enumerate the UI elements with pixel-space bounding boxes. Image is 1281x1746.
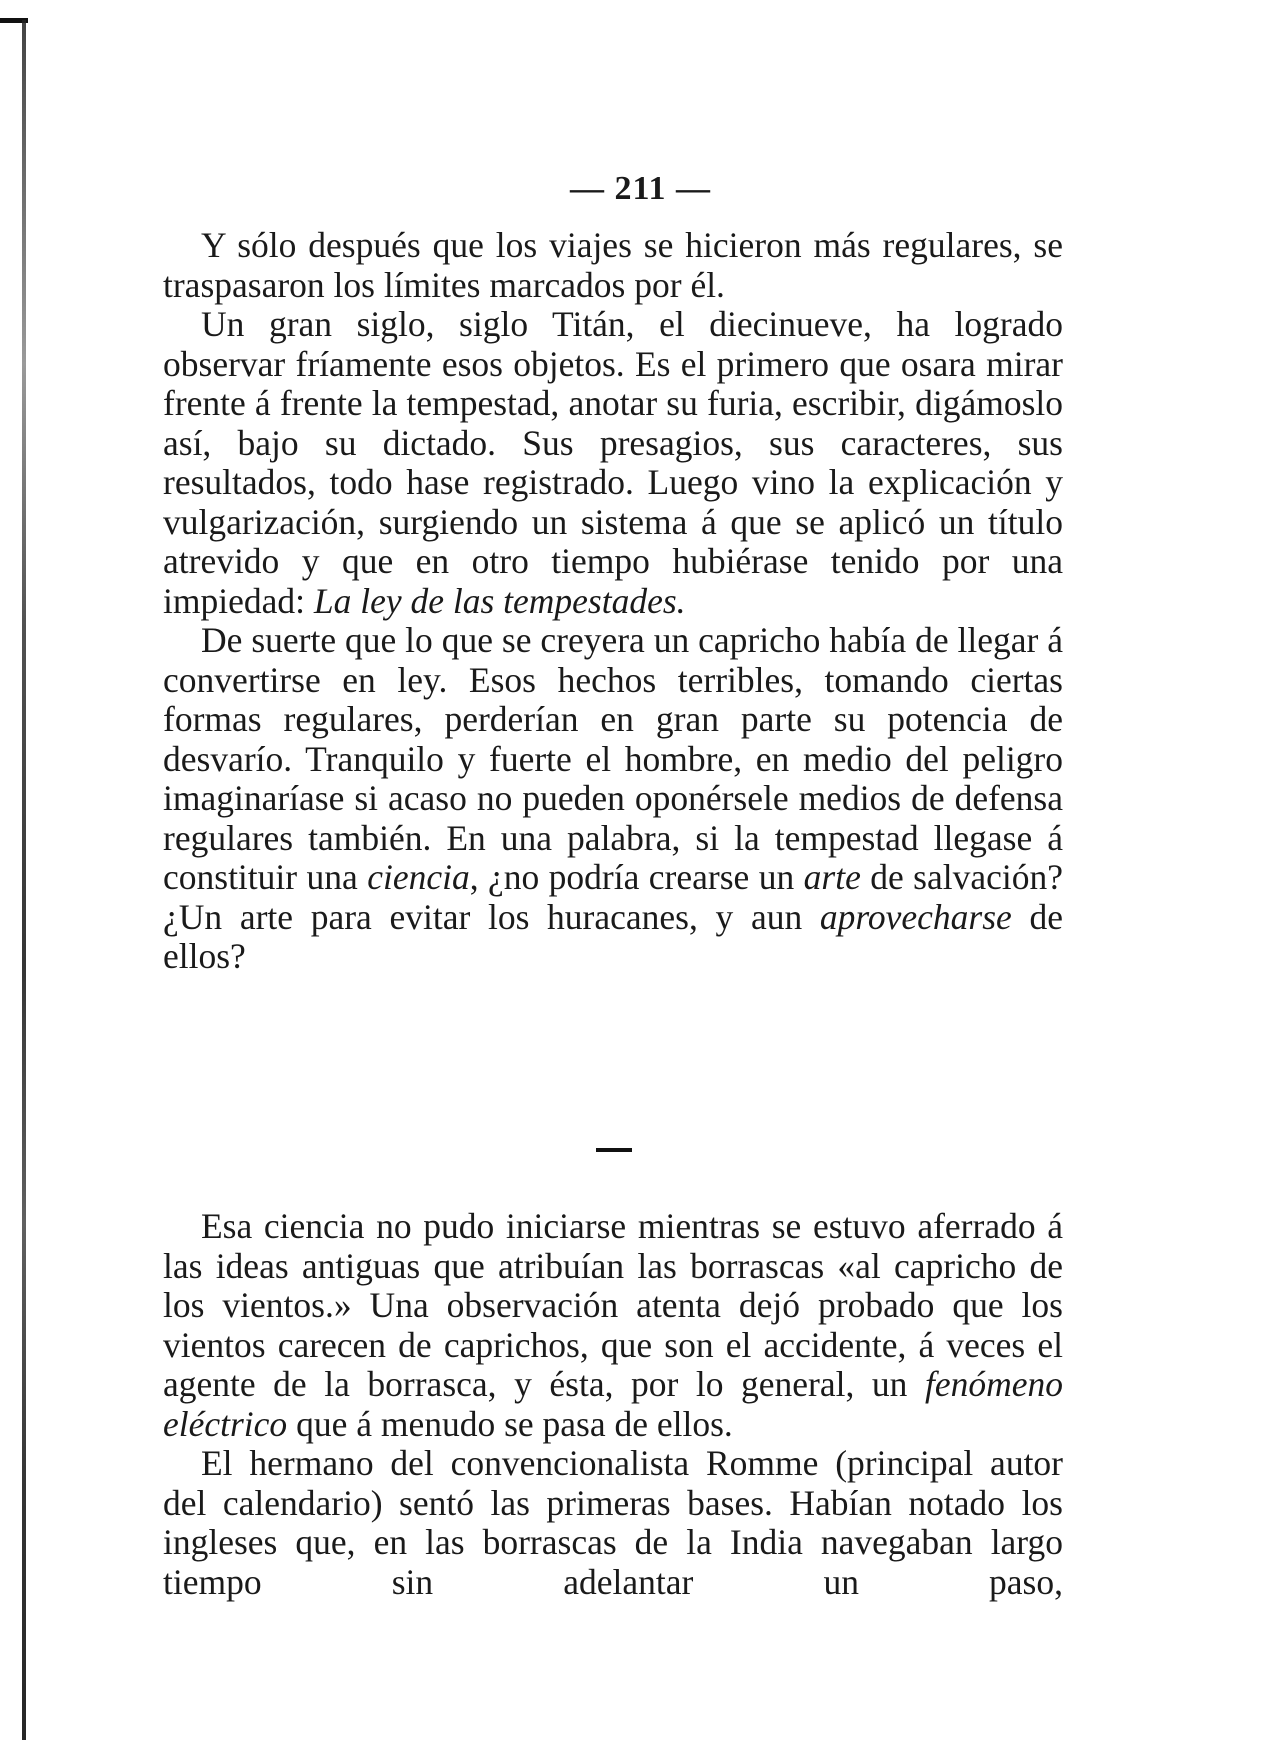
section-break-dash <box>596 1148 632 1152</box>
paragraph-3-text-b: , ¿no podría crearse un <box>469 857 804 897</box>
paragraph-3-italic-arte: arte <box>803 857 861 897</box>
paragraph-4-italic: fenómeno eléctrico <box>163 1364 1063 1444</box>
text-block-top <box>163 226 1063 977</box>
paragraph-3-text-c: de salvación? ¿Un arte para evitar los huracanes, y aun <box>163 857 1063 937</box>
paragraph-2-italic: La ley de las tempestades. <box>313 580 686 621</box>
page-number: — 211 — <box>569 170 712 207</box>
book-binding-edge <box>0 0 48 1746</box>
paragraph-3-text-d: de ellos? <box>163 896 1063 976</box>
paragraph-4 <box>163 1207 1063 1444</box>
paragraph-3-text-a: De suerte que lo que se creyera un capricho había de llegar á convertirse en ley. Esos hechos terribles, tomando ciertas formas regulares, perderían en gran parte su potencia de desvarío. Tranquilo y fuerte el hombre, en medio del peligro imaginaríase si acaso no pueden oponérsele medios de defensa regulares también. En una palabra, si la tempestad llegase á constituir una <box>163 620 1063 897</box>
paragraph-2-text: Un gran siglo, siglo Titán, el diecinueve, ha logrado observar fríamente esos objetos. Es el primero que osara mirar frente á frente la tempestad, anotar su furia, escribir, digámoslo así, bajo su dictado. Sus presagios, sus caracteres, sus resultados, todo hase registrado. Luego vino la explicación y vulgarización, surgiendo un sistema á que se aplicó un título atrevido y que en otro tiempo hubiérase tenido por una impiedad: <box>163 304 1063 621</box>
paragraph-1: Y sólo después que los viajes se hicieron más regulares, se traspasaron los límites marcados por él. <box>163 225 1063 305</box>
paragraph-2 <box>163 305 1063 621</box>
paragraph-4-text-b: que á menudo se pasa de ellos. <box>287 1403 733 1444</box>
paragraph-4-text-a: Esa ciencia no pudo iniciarse mientras se estuvo aferrado á las ideas antiguas que atribuían las borrascas «al capricho de los vientos.» Una observación atenta dejó probado que los vientos carecen de caprichos, que son el accidente, á veces el agente de la borrasca, y ésta, por lo general, un <box>163 1206 1063 1404</box>
text-block-bottom <box>163 1207 1063 1602</box>
paragraph-3 <box>163 621 1063 977</box>
paragraph-3-italic-aprovecharse: aprovecharse <box>819 896 1012 937</box>
paragraph-3-italic-ciencia: ciencia <box>367 857 470 897</box>
paragraph-5: El hermano del convencionalista Romme (principal autor del calendario) sentó las primeras bases. Habían notado los ingleses que, en las borrascas de la India navegaban largo tiempo sin adelantar un paso, <box>163 1443 1063 1602</box>
binding-shadow-line <box>22 20 26 1740</box>
